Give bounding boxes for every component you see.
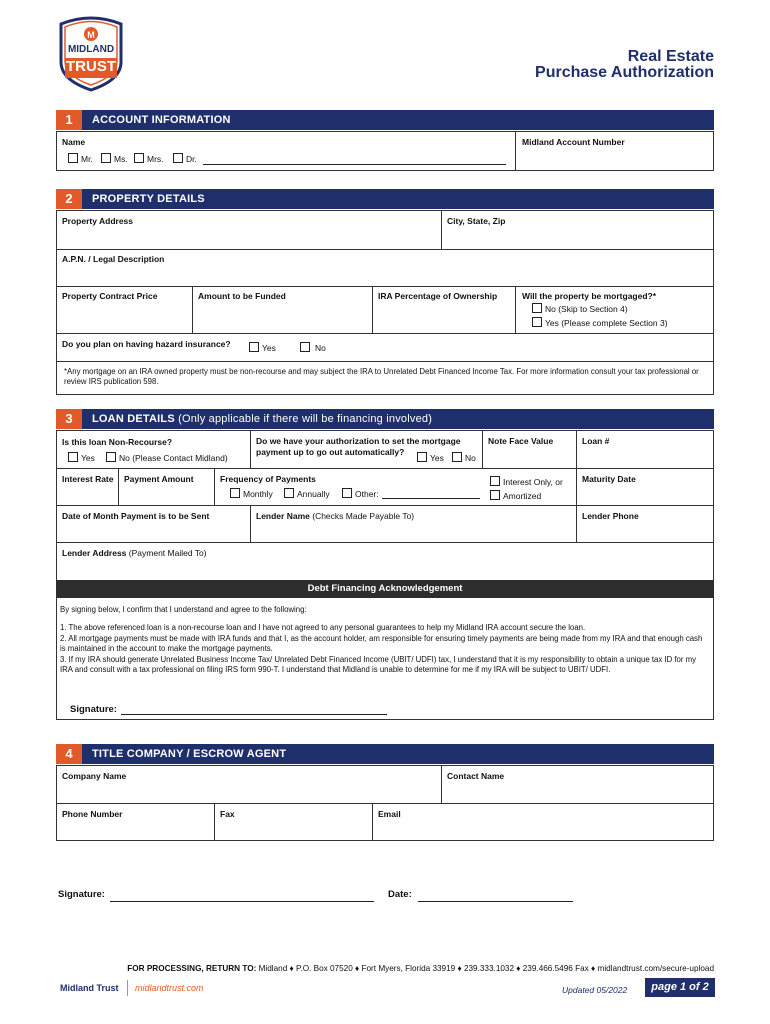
note-face-value-label: Note Face Value (488, 436, 554, 446)
footer-brand: Midland Trust (60, 983, 119, 993)
section2-header (56, 189, 714, 209)
checkbox-auto-pay-yes[interactable] (417, 452, 427, 462)
mortgage-footnote: *Any mortgage on an IRA owned property must be non-recourse and may subject the IRA to Unrelated Debt Financed Income Tax. For more information consult your tax professional or review IRS publication 598. (64, 367, 699, 386)
ack-item-1: 1. The above referenced loan is a non-recourse loan and I have not agreed to any personal guarantees to help my Midland IRA account secure the loan. (60, 623, 586, 632)
section2-number: 2 (56, 189, 82, 209)
ack-title-bar (56, 580, 714, 598)
property-address-label: Property Address (62, 216, 134, 226)
auto-pay-question: Do we have your authorization to set the mortgage payment up to go out automatically? (256, 436, 461, 457)
checkbox-dr[interactable] (173, 153, 183, 163)
fax-label: Fax (220, 809, 235, 819)
page-number: page 1 of 2 (651, 981, 709, 993)
auto-pay-no-option[interactable]: No (452, 452, 476, 463)
section1-number: 1 (56, 110, 82, 130)
bottom-date-label: Date: (388, 889, 412, 900)
hazard-no-option[interactable]: No (300, 342, 326, 353)
interest-rate-label: Interest Rate (62, 474, 114, 484)
loan-number-label: Loan # (582, 436, 610, 446)
bottom-signature-label: Signature: (58, 889, 105, 900)
section4-header (56, 744, 714, 764)
checkbox-hazard-no[interactable] (300, 342, 310, 352)
checkbox-non-recourse-no[interactable] (106, 452, 116, 462)
salutation-mr[interactable]: Mr. (68, 153, 93, 164)
city-state-zip-label: City, State, Zip (447, 216, 506, 226)
frequency-label: Frequency of Payments (220, 474, 316, 484)
contact-name-label: Contact Name (447, 771, 505, 781)
checkbox-mr[interactable] (68, 153, 78, 163)
phone-number-label: Phone Number (62, 809, 123, 819)
checkbox-mrs[interactable] (134, 153, 144, 163)
amount-funded-label: Amount to be Funded (198, 291, 286, 301)
section3-signature-line[interactable] (121, 714, 387, 715)
non-recourse-question: Is this loan Non-Recourse? (62, 437, 173, 447)
mortgaged-question: Will the property be mortgaged?* (522, 291, 657, 301)
doc-title-line1: Real Estate (627, 48, 714, 65)
hazard-yes-option[interactable]: Yes (249, 342, 276, 353)
freq-other-input-line[interactable] (382, 498, 480, 499)
lender-phone-label: Lender Phone (582, 511, 639, 521)
email-label: Email (378, 809, 401, 819)
apn-label: A.P.N. / Legal Description (62, 254, 165, 264)
amortized-option[interactable]: Amortized (490, 490, 541, 501)
page-number-badge (645, 978, 715, 997)
checkbox-non-recourse-yes[interactable] (68, 452, 78, 462)
name-label: Name (62, 137, 86, 147)
salutation-dr[interactable]: Dr. (173, 153, 197, 164)
salutation-ms[interactable]: Ms. (101, 153, 128, 164)
checkbox-freq-monthly[interactable] (230, 488, 240, 498)
ack-title: Debt Financing Acknowledgement (307, 583, 463, 594)
checkbox-amortized[interactable] (490, 490, 500, 500)
checkbox-hazard-yes[interactable] (249, 342, 259, 352)
section3-number: 3 (56, 409, 82, 429)
salutation-mrs[interactable]: Mrs. (134, 153, 164, 164)
section4-title: TITLE COMPANY / ESCROW AGENT (92, 748, 287, 760)
freq-annually-option[interactable]: Annually (284, 488, 330, 499)
section3-title: LOAN DETAILS (Only applicable if there will be financing involved) (92, 413, 433, 425)
section3-signature-label: Signature: (70, 704, 117, 715)
bottom-date-line[interactable] (418, 901, 573, 902)
ack-item-3: 3. If my IRA should generate Unrelated Business Income Tax/ Unrelated Debt Financed Income (UBIT/ UDFI) tax, I understand that it is my responsibility to obtain a unique tax ID for my IRA and consult with a tax professional on filing IRS form 990-T. I understand that Midland is unable to determine for me if my IRA will be subject to UBIT/ UDFI. (60, 655, 697, 674)
section4-number: 4 (56, 744, 82, 764)
footer-website[interactable]: midlandtrust.com (135, 983, 204, 993)
name-input-line[interactable] (203, 164, 506, 165)
ira-percentage-label: IRA Percentage of Ownership (378, 291, 498, 301)
payment-amount-label: Payment Amount (124, 474, 194, 484)
freq-other-option[interactable]: Other: (342, 488, 379, 499)
non-recourse-no-option[interactable]: No (Please Contact Midland) (106, 452, 228, 463)
lender-address-label: Lender Address (Payment Mailed To) (62, 548, 207, 558)
contract-price-label: Property Contract Price (62, 291, 158, 301)
company-name-label: Company Name (62, 771, 127, 781)
checkbox-freq-annually[interactable] (284, 488, 294, 498)
interest-only-option[interactable]: Interest Only, or (490, 476, 563, 487)
mortgaged-yes-option[interactable]: Yes (Please complete Section 3) (532, 317, 668, 328)
section1-title: ACCOUNT INFORMATION (92, 114, 231, 126)
section3-header (56, 409, 714, 429)
checkbox-mortgaged-yes[interactable] (532, 317, 542, 327)
account-number-label: Midland Account Number (522, 137, 625, 147)
checkbox-freq-other[interactable] (342, 488, 352, 498)
maturity-date-label: Maturity Date (582, 474, 636, 484)
midland-trust-logo (56, 12, 126, 92)
checkbox-mortgaged-no[interactable] (532, 303, 542, 313)
ack-intro: By signing below, I confirm that I understand and agree to the following: (60, 605, 307, 614)
section2-title: PROPERTY DETAILS (92, 193, 205, 205)
processing-info: FOR PROCESSING, RETURN TO: Midland ♦ P.O. Box 07520 ♦ Fort Myers, Florida 33919 ♦ 239.333.1032 ♦ 239.466.5496 Fax ♦ midlandtrust.com/secure-upload (127, 964, 714, 973)
hazard-question: Do you plan on having hazard insurance? (62, 339, 231, 349)
footer-updated: Updated 05/2022 (562, 985, 628, 995)
lender-name-label: Lender Name (Checks Made Payable To) (256, 511, 415, 521)
bottom-signature-line[interactable] (110, 901, 374, 902)
auto-pay-yes-option[interactable]: Yes (417, 452, 444, 463)
mortgaged-no-option[interactable]: No (Skip to Section 4) (532, 303, 628, 314)
checkbox-auto-pay-no[interactable] (452, 452, 462, 462)
checkbox-ms[interactable] (101, 153, 111, 163)
logo-text-top: MIDLAND (67, 44, 115, 55)
svg-text:M: M (87, 30, 95, 40)
logo-text-bottom: TRUST (66, 58, 116, 75)
date-of-month-label: Date of Month Payment is to be Sent (62, 511, 210, 521)
doc-title-line2: Purchase Authorization (535, 64, 714, 81)
freq-monthly-option[interactable]: Monthly (230, 488, 273, 499)
checkbox-interest-only[interactable] (490, 476, 500, 486)
ack-item-2: 2. All mortgage payments must be made with IRA funds and that I, as the account holder, am responsible for ensuring timely payments are being made from my IRA and that enough cash is maintained in the account to make the mortgage payments. (60, 634, 703, 653)
non-recourse-yes-option[interactable]: Yes (68, 452, 95, 463)
section1-header (56, 110, 714, 130)
